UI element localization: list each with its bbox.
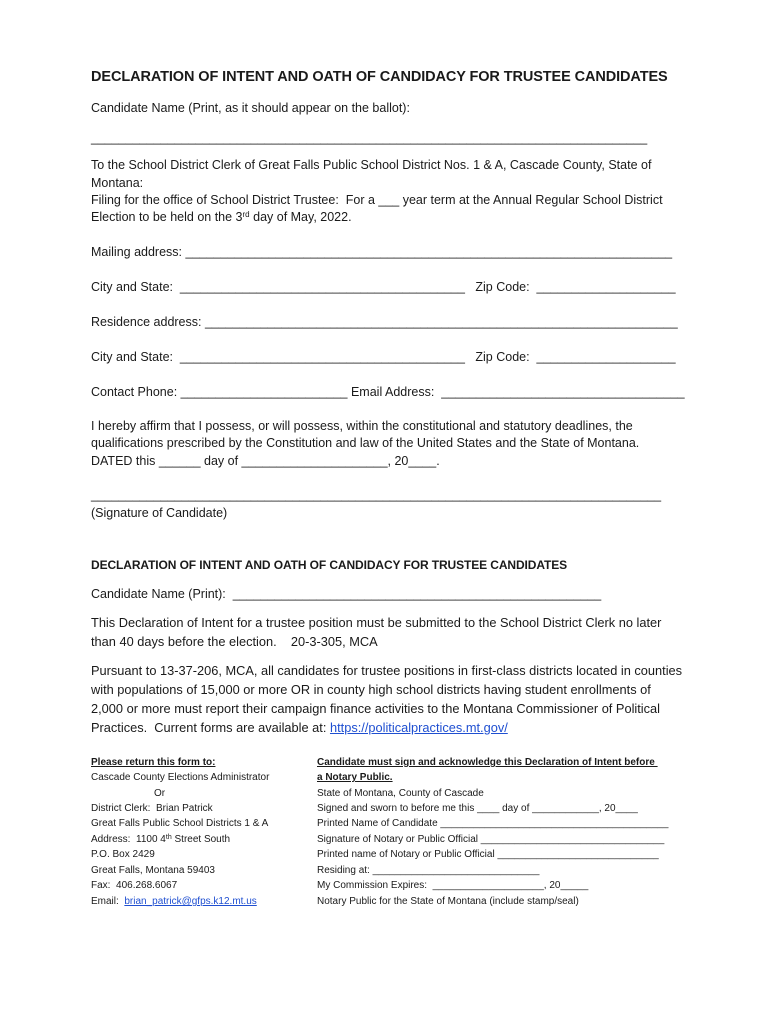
return-fax: Fax: 406.268.6067 [91, 880, 178, 891]
residence-city-state-zip-field[interactable]: City and State: _________________________________________ Zip Code: ____________________ [91, 350, 676, 364]
signature-blank[interactable]: __________________________________________________________________________________ [91, 488, 662, 502]
affirmation-line-1: I hereby affirm that I possess, or will possess, within the constitutional and statutory deadlines, the [91, 419, 633, 433]
return-city: Great Falls, Montana 59403 [91, 865, 215, 876]
return-po-box: P.O. Box 2429 [91, 849, 155, 860]
notary-printed-candidate[interactable]: Printed Name of Candidate _________________________________________ [317, 818, 669, 829]
return-school-districts: Great Falls Public School Districts 1 & A [91, 818, 269, 829]
notary-heading-2: a Notary Public. [317, 772, 393, 783]
pursuant-line-2: with populations of 15,000 or more OR in county high school districts having student enrollments of [91, 682, 651, 697]
candidate-name-print-field[interactable]: Candidate Name (Print): _____________________________________________________ [91, 587, 602, 601]
mailing-address-field[interactable]: Mailing address: ______________________________________________________________________ [91, 245, 673, 259]
return-district-clerk: District Clerk: Brian Patrick [91, 803, 213, 814]
form-title-2: DECLARATION OF INTENT AND OATH OF CANDIDACY FOR TRUSTEE CANDIDATES [91, 558, 568, 572]
notary-signed-sworn[interactable]: Signed and sworn to before me this ____ day of ____________, 20____ [317, 803, 638, 814]
deadline-line-1: This Declaration of Intent for a trustee position must be submitted to the School District Clerk no later [91, 615, 662, 630]
pursuant-line-1: Pursuant to 13-37-206, MCA, all candidates for trustee positions in first-class districts located in counties [91, 663, 683, 678]
candidate-name-blank[interactable]: ________________________________________________________________________________ [91, 131, 648, 145]
notary-signature[interactable]: Signature of Notary or Public Official _________________________________ [317, 834, 665, 845]
residence-address-field[interactable]: Residence address: ____________________________________________________________________ [91, 315, 678, 329]
filing-line: Filing for the office of School District Trustee: For a ___ year term at the Annual Regular School District [91, 193, 663, 207]
email-link[interactable]: brian_patrick@gfps.k12.mt.us [124, 896, 257, 907]
return-or: Or [154, 788, 166, 799]
contact-email-field[interactable]: Contact Phone: ________________________ Email Address: ___________________________________ [91, 385, 685, 399]
affirmation-line-2: qualifications prescribed by the Constitution and law of the United States and the State of Montana. [91, 436, 640, 450]
city-state-zip-field[interactable]: City and State: _________________________________________ Zip Code: ____________________ [91, 280, 676, 294]
signature-label: (Signature of Candidate) [91, 506, 228, 520]
election-date-line: Election to be held on the 3rd day of May, 2022. [91, 210, 352, 224]
notary-commission[interactable]: My Commission Expires: ____________________, 20_____ [317, 880, 589, 891]
return-street-address: Address: 1100 4th Street South [91, 834, 231, 845]
addressee-line-1: To the School District Clerk of Great Falls Public School District Nos. 1 & A, Cascade County, State of [91, 158, 652, 172]
notary-state-seal: Notary Public for the State of Montana (include stamp/seal) [317, 896, 579, 907]
candidate-name-label: Candidate Name (Print, as it should appear on the ballot): [91, 101, 410, 115]
dated-line[interactable]: DATED this ______ day of _____________________, 20____. [91, 454, 440, 468]
return-heading: Please return this form to: [91, 757, 216, 768]
notary-heading-1: Candidate must sign and acknowledge this Declaration of Intent before [317, 757, 658, 768]
form-title: DECLARATION OF INTENT AND OATH OF CANDIDACY FOR TRUSTEE CANDIDATES [91, 69, 668, 85]
pursuant-line-3: 2,000 or more must report their campaign finance activities to the Montana Commissioner of Political [91, 701, 661, 716]
notary-printed-name[interactable]: Printed name of Notary or Public Official _____________________________ [317, 849, 659, 860]
return-elections-admin: Cascade County Elections Administrator [91, 772, 270, 783]
notary-residing[interactable]: Residing at: ______________________________ [317, 865, 540, 876]
return-email: Email: brian_patrick@gfps.k12.mt.us [91, 896, 257, 907]
pursuant-line-4: Practices. Current forms are available at: https://politicalpractices.mt.gov/ [91, 720, 508, 735]
notary-state-county: State of Montana, County of Cascade [317, 788, 484, 799]
deadline-line-2: than 40 days before the election. 20-3-305, MCA [91, 634, 378, 649]
political-practices-link[interactable]: https://politicalpractices.mt.gov/ [329, 720, 508, 735]
addressee-line-2: Montana: [91, 176, 144, 190]
